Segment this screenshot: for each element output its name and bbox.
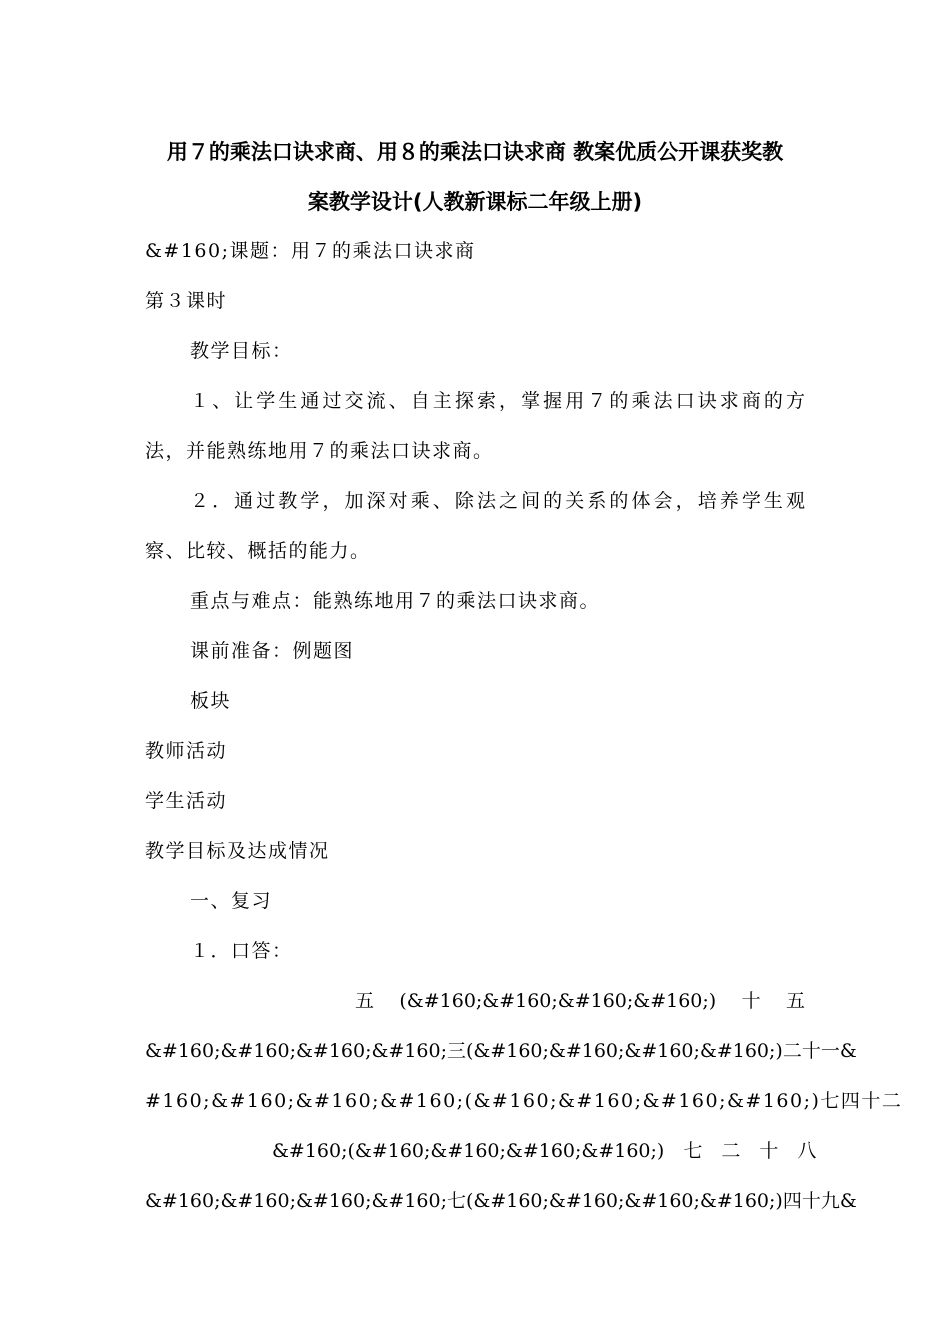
exercise-line-1: 五 (&#160;&#160;&#160;&#160;) 十 五	[355, 990, 805, 1012]
document-title-line-1: 用７的乘法口诀求商、用８的乘法口诀求商 教案优质公开课获奖教	[166, 140, 784, 164]
goal-2-line-2: 察、比较、概括的能力。	[145, 540, 371, 562]
oral-answer-heading: １．口答：	[190, 940, 293, 962]
preparation: 课前准备：例题图	[190, 640, 355, 662]
exercise-line-2: &#160;&#160;&#160;&#160;三(&#160;&#160;&#160;&#160;)二十一&	[145, 1040, 857, 1062]
teaching-goals-heading: 教学目标：	[190, 340, 293, 362]
section-header-student: 学生活动	[145, 790, 228, 812]
section-header-goals-status: 教学目标及达成情况	[145, 840, 330, 862]
lesson-period: 第３课时	[145, 290, 228, 312]
document-title-line-2: 案教学设计(人教新课标二年级上册)	[307, 190, 643, 214]
exercise-line-4: &#160;(&#160;&#160;&#160;&#160;) 七 二 十 八	[272, 1140, 817, 1162]
goal-1-line-2: 法，并能熟练地用７的乘法口诀求商。	[145, 440, 494, 462]
section-header-block: 板块	[190, 690, 232, 712]
exercise-line-5: &#160;&#160;&#160;&#160;七(&#160;&#160;&#160;&#160;)四十九&	[145, 1190, 857, 1212]
goal-2-line-1: ２．通过教学，加深对乘、除法之间的关系的体会，培养学生观	[190, 490, 805, 512]
goal-1-line-1: １、让学生通过交流、自主探索，掌握用７的乘法口诀求商的方	[190, 390, 805, 412]
exercise-line-3: #160;&#160;&#160;&#160;(&#160;&#160;&#160;&#160;)七四十二	[145, 1090, 903, 1112]
review-heading: 一、复习	[190, 890, 273, 912]
key-points: 重点与难点：能熟练地用７的乘法口诀求商。	[190, 590, 601, 612]
section-header-teacher: 教师活动	[145, 740, 228, 762]
lesson-topic: &#160;课题：用７的乘法口诀求商	[145, 240, 476, 262]
